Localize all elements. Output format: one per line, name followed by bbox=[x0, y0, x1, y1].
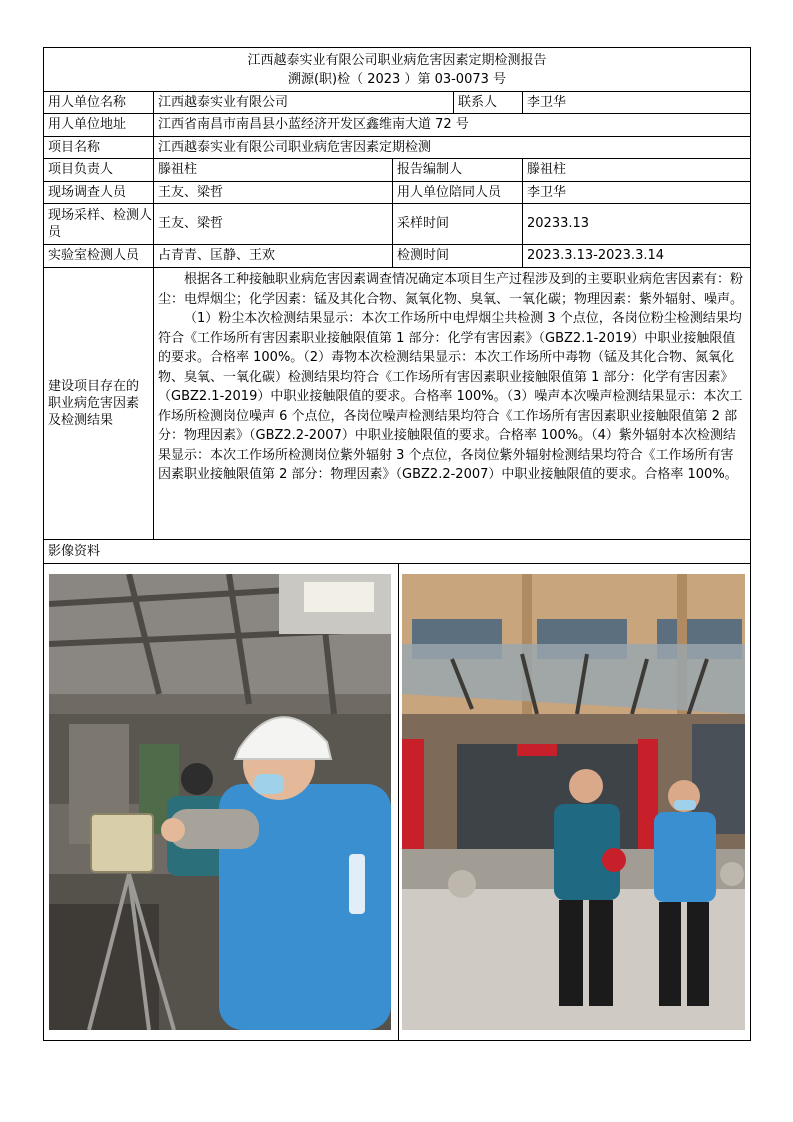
project-value: 江西越泰实业有限公司职业病危害因素定期检测 bbox=[158, 139, 432, 155]
escort-value: 李卫华 bbox=[527, 184, 567, 200]
contact-value: 李卫华 bbox=[527, 94, 567, 110]
row-address bbox=[44, 114, 750, 137]
photo-building-entrance bbox=[402, 574, 745, 1030]
sampling-time-value: 20233.13 bbox=[527, 216, 590, 231]
results-body bbox=[154, 268, 750, 539]
results-para-1: 根据各工种接触职业病危害因素调查情况确定本项目生产过程涉及到的主要职业病危害因素有：粉尘：电焊烟尘；化学因素：锰及其化合物、氮氧化物、臭氧、一氧化碳；物理因素：紫外辐射、噪声。 bbox=[158, 272, 744, 307]
sampling-time-label: 采样时间 bbox=[393, 204, 523, 244]
row-project bbox=[44, 137, 750, 159]
row-survey bbox=[44, 182, 750, 204]
results-label: 建设项目存在的职业病危害因素及检测结果 bbox=[44, 268, 154, 539]
survey-value: 王友、梁哲 bbox=[154, 182, 393, 203]
address-label: 用人单位地址 bbox=[44, 114, 154, 136]
address-value: 江西省南昌市南昌县小蓝经济开发区鑫维南大道 72 号 bbox=[158, 117, 469, 132]
contact-label: 联系人 bbox=[454, 92, 523, 113]
survey-label: 现场调查人员 bbox=[44, 182, 154, 203]
photo-factory-sampling bbox=[49, 574, 391, 1030]
project-label: 项目名称 bbox=[44, 137, 154, 158]
leader-value: 滕祖柱 bbox=[154, 159, 393, 181]
report-number: 溯源(职)检（ 2023 ）第 03-0073 号 bbox=[287, 72, 507, 87]
row-images-label bbox=[44, 540, 750, 564]
report-title: 江西越泰实业有限公司职业病危害因素定期检测报告 bbox=[247, 53, 547, 68]
compiler-value: 滕祖柱 bbox=[527, 162, 567, 177]
row-results bbox=[44, 268, 750, 540]
escort-label: 用人单位陪同人员 bbox=[393, 182, 523, 203]
sampling-value: 王友、梁哲 bbox=[154, 204, 393, 244]
report-header bbox=[44, 48, 750, 92]
test-time-label: 检测时间 bbox=[393, 245, 523, 267]
employer-value: 江西越泰实业有限公司 bbox=[154, 92, 454, 113]
photo-divider bbox=[398, 564, 399, 1040]
results-para-2: （1）粉尘本次检测结果显示：本次工作场所中电焊烟尘共检测 3 个点位，各岗位粉尘检测结果均符合《工作场所有害因素职业接触限值第 1 部分：化学有害因素》（GBZ2.1-2019）中职业接触限值的要求。合格率 100%。（2）毒物本次检测结果显示：本次工作场所中毒物（锰及其化合物、氮氧化物、臭氧、一氧化碳）检测结果均符合《工作场所有害因素职业接触限值第 1 部分：化学有害因素》（GBZ2.1-2019）中职业接触限值的要求。合格率 100%。（3）噪声本次噪声检测结果显示：本次工作场所检测岗位噪声 6 个点位，各岗位噪声检测结果均符合《工作场所有害因素职业接触限值第 2 部分：物理因素》（GBZ2.2-2007）中职业接触限值的要求。合格率 100%。（4）紫外辐射本次检测结果显示：本次工作场所检测岗位紫外辐射 3 个点位，各岗位紫外辐射检测结果均符合《工作场所有害因素职业接触限值第 2 部分：物理因素》（GBZ2.2-2007）中职业接触限值的要求。合格率 100%。 bbox=[158, 311, 743, 482]
compiler-label: 报告编制人 bbox=[393, 159, 523, 181]
leader-label: 项目负责人 bbox=[44, 159, 154, 181]
lab-label: 实验室检测人员 bbox=[44, 245, 154, 267]
report-sheet bbox=[43, 47, 751, 1041]
test-time-value: 2023.3.13-2023.3.14 bbox=[527, 248, 665, 263]
lab-value: 占青青、匡静、王欢 bbox=[154, 245, 393, 267]
sampling-label: 现场采样、检测人员 bbox=[44, 204, 154, 244]
row-leader bbox=[44, 159, 750, 182]
employer-label: 用人单位名称 bbox=[44, 92, 154, 113]
images-label: 影像资料 bbox=[48, 543, 101, 559]
row-employer bbox=[44, 92, 750, 114]
row-sampling bbox=[44, 204, 750, 245]
row-lab bbox=[44, 245, 750, 268]
